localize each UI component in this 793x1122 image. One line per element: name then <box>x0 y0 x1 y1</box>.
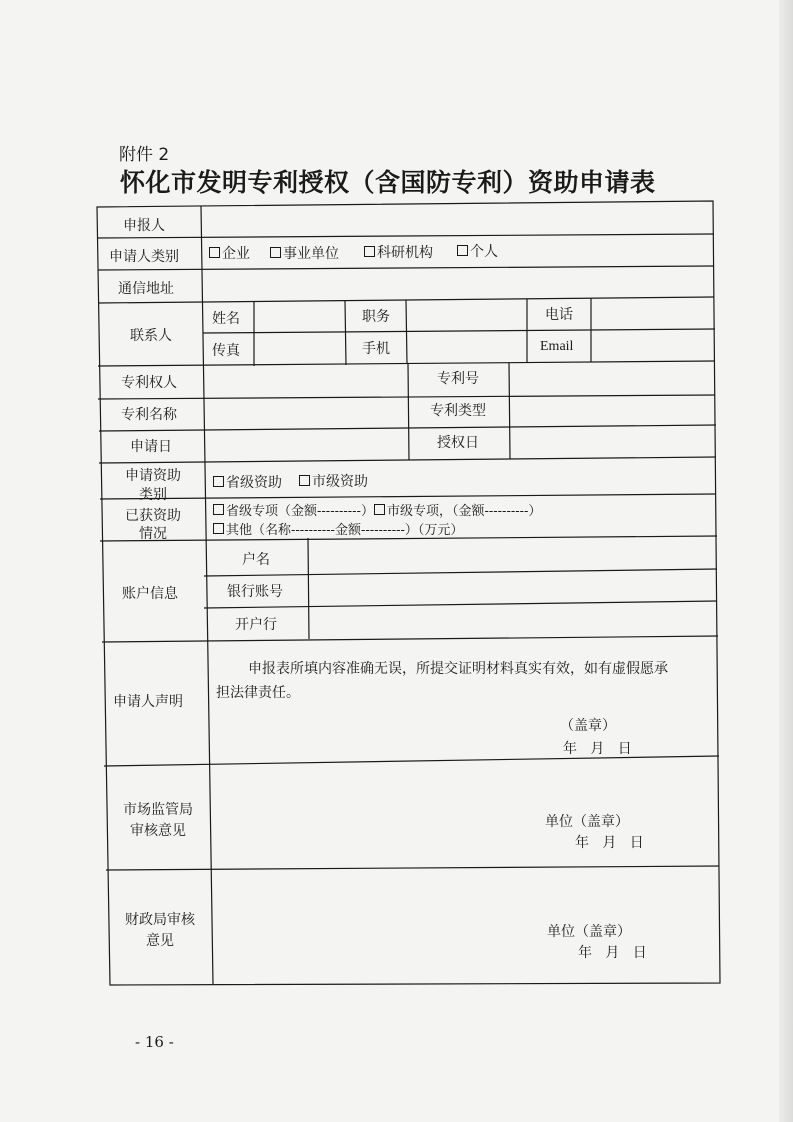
col-line <box>408 364 409 460</box>
row-line <box>99 457 716 463</box>
declaration-date: 年 月 日 <box>563 741 632 757</box>
declaration-seal: （盖章） <box>560 718 616 734</box>
category-option-institution[interactable]: 事业单位 <box>270 244 339 264</box>
received-line-2: 其他（名称----------金额----------）（万元） <box>213 521 463 541</box>
blank: ---------- <box>291 523 335 538</box>
row-line <box>204 601 717 608</box>
market-label-2: 审核意见 <box>130 823 186 839</box>
blank: ---------- <box>317 504 361 519</box>
row-line <box>98 266 714 270</box>
checkbox[interactable] <box>364 246 375 257</box>
funding-option-provincial[interactable]: 省级资助 <box>213 473 282 493</box>
form-title: 怀化市发明专利授权（含国防专利）资助申请表 <box>120 168 656 197</box>
applicant-label: 申报人 <box>123 218 165 234</box>
account-bank-label: 开户行 <box>235 617 277 633</box>
blank: ---------- <box>484 504 529 519</box>
declaration-label: 申请人声明 <box>113 694 183 710</box>
applicant-field[interactable] <box>220 212 700 232</box>
funding-option-city[interactable]: 市级资助 <box>299 472 368 492</box>
account-holder-label: 户名 <box>242 552 270 568</box>
row-line <box>106 866 719 870</box>
row-line <box>204 569 717 576</box>
patentee-label: 专利权人 <box>121 375 177 391</box>
patent-name-label: 专利名称 <box>121 407 177 423</box>
category-option-enterprise[interactable]: 企业 <box>209 244 250 264</box>
finance-label-1: 财政局审核 <box>125 912 195 928</box>
finance-label-2: 意见 <box>146 933 174 949</box>
declaration-text-2: 担法律责任。 <box>216 685 300 701</box>
checkbox[interactable] <box>457 245 468 256</box>
checkbox[interactable] <box>213 523 224 534</box>
category-option-research[interactable]: 科研机构 <box>364 243 433 263</box>
row-line <box>97 234 714 238</box>
market-seal: 单位（盖章） <box>545 814 629 830</box>
account-label: 账户信息 <box>122 586 178 602</box>
market-label-1: 市场监管局 <box>123 802 193 818</box>
row-line <box>102 636 718 642</box>
market-date: 年 月 日 <box>575 835 644 851</box>
attachment-label: 附件 2 <box>119 145 170 165</box>
col-line <box>406 300 407 364</box>
address-label: 通信地址 <box>118 281 174 297</box>
funding-type-label-1: 申请资助 <box>125 468 181 484</box>
received-label-2: 情况 <box>139 526 167 542</box>
row-line <box>99 425 716 431</box>
checkbox[interactable] <box>299 475 310 486</box>
received-line-1: 省级专项（金额----------） 市级专项，（金额----------） <box>213 502 541 522</box>
address-field[interactable] <box>220 276 700 296</box>
category-label: 申请人类别 <box>109 249 179 265</box>
grant-date-label: 授权日 <box>437 435 479 451</box>
row-line <box>203 329 715 333</box>
outer-border <box>97 201 720 985</box>
funding-type-label-2: 类别 <box>139 487 167 503</box>
category-option-individual[interactable]: 个人 <box>457 242 498 262</box>
contact-name-label: 姓名 <box>212 311 240 327</box>
checkbox[interactable] <box>213 476 224 487</box>
page-number: - 16 - <box>135 1033 174 1051</box>
col-line <box>345 301 346 365</box>
col-line <box>308 538 309 639</box>
contact-mobile-label: 手机 <box>362 341 390 357</box>
declaration-text-1: 申报表所填内容准确无误，所提交证明材料真实有效，如有虚假愿承 <box>248 661 668 677</box>
contact-fax-label: 传真 <box>212 343 240 359</box>
checkbox[interactable] <box>209 247 220 258</box>
checkbox[interactable] <box>270 247 281 258</box>
contact-label: 联系人 <box>130 328 172 344</box>
checkbox[interactable] <box>213 504 224 515</box>
received-label-1: 已获资助 <box>125 508 181 524</box>
apply-date-label: 申请日 <box>130 439 172 455</box>
checkbox[interactable] <box>374 504 385 515</box>
patent-type-label: 专利类型 <box>430 403 486 419</box>
finance-seal: 单位（盖章） <box>547 924 631 940</box>
patent-no-label: 专利号 <box>437 371 479 387</box>
account-number-label: 银行账号 <box>227 584 283 600</box>
finance-date: 年 月 日 <box>578 945 647 961</box>
row-line <box>98 395 715 399</box>
contact-email-label: Email <box>540 339 574 354</box>
blank: ---------- <box>360 523 405 538</box>
contact-position-label: 职务 <box>362 309 390 325</box>
contact-phone-label: 电话 <box>545 307 573 323</box>
col-line <box>509 363 510 459</box>
